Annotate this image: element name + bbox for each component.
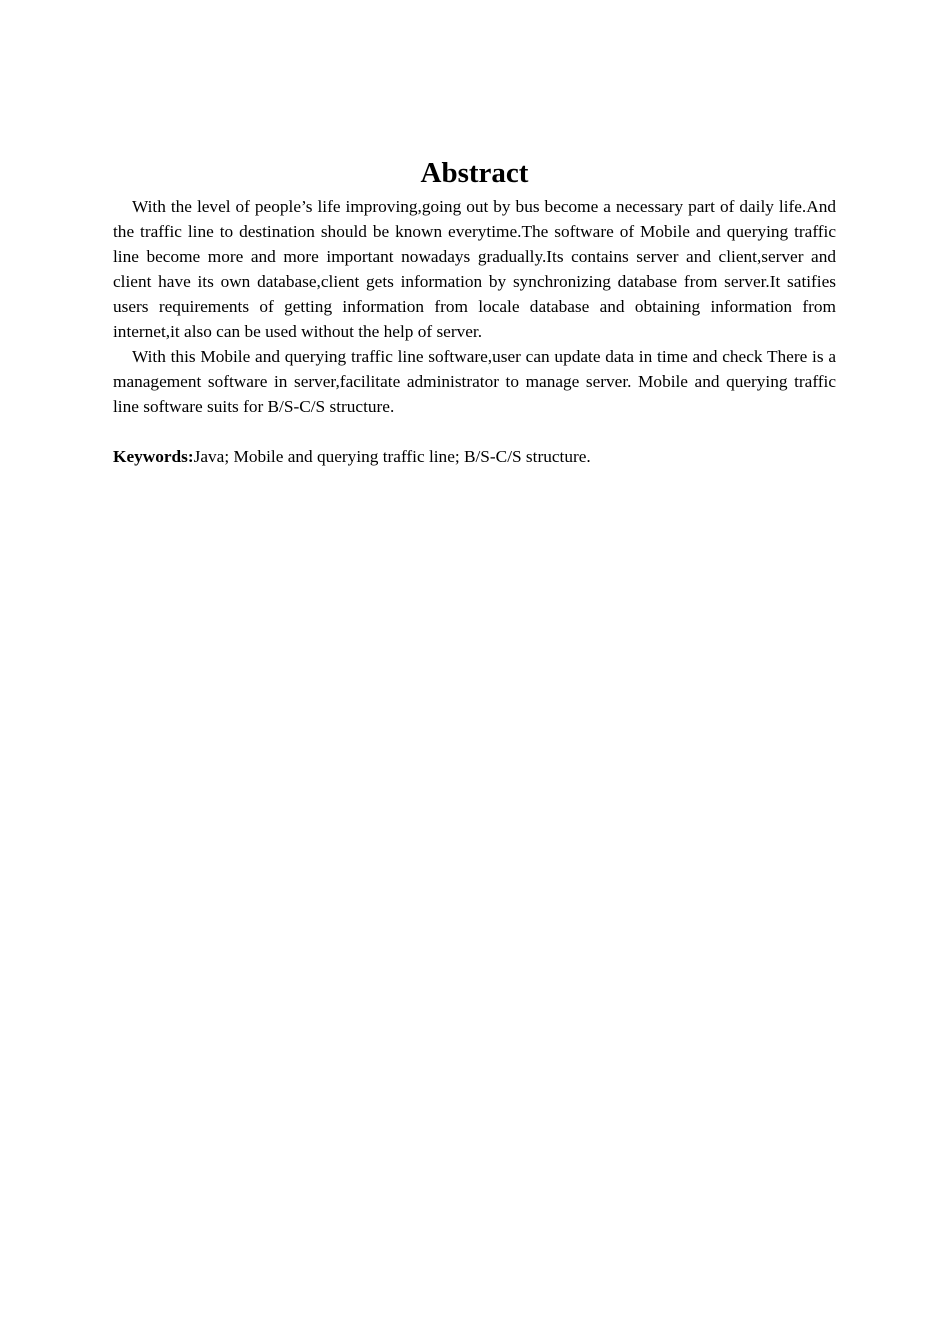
abstract-title: Abstract: [420, 157, 529, 189]
keywords-label: Keywords:: [113, 447, 194, 466]
abstract-paragraph-2: With this Mobile and querying traffic line software,user can update data in time and check There is a management software in server,facilitate administrator to manage server. Mobile and querying traffic line software suits for B/S-C/S structure.: [113, 347, 836, 416]
keywords-line: [113, 444, 836, 469]
abstract-paragraph-1: With the level of people’s life improving,going out by bus become a necessary part of daily life.And the traffic line to destination should be known everytime.The software of Mobile and querying traffic line become more and more important nowadays gradually.Its contains server and client,server and client have its own database,client gets information by synchronizing database from server.It satifies users requirements of getting information from locale database and obtaining information from internet,it also can be used without the help of server.: [113, 197, 836, 341]
keywords-text: Java; Mobile and querying traffic line; B/S-C/S structure.: [193, 447, 591, 466]
section-spacer: [113, 419, 836, 444]
abstract-section: [113, 154, 836, 469]
